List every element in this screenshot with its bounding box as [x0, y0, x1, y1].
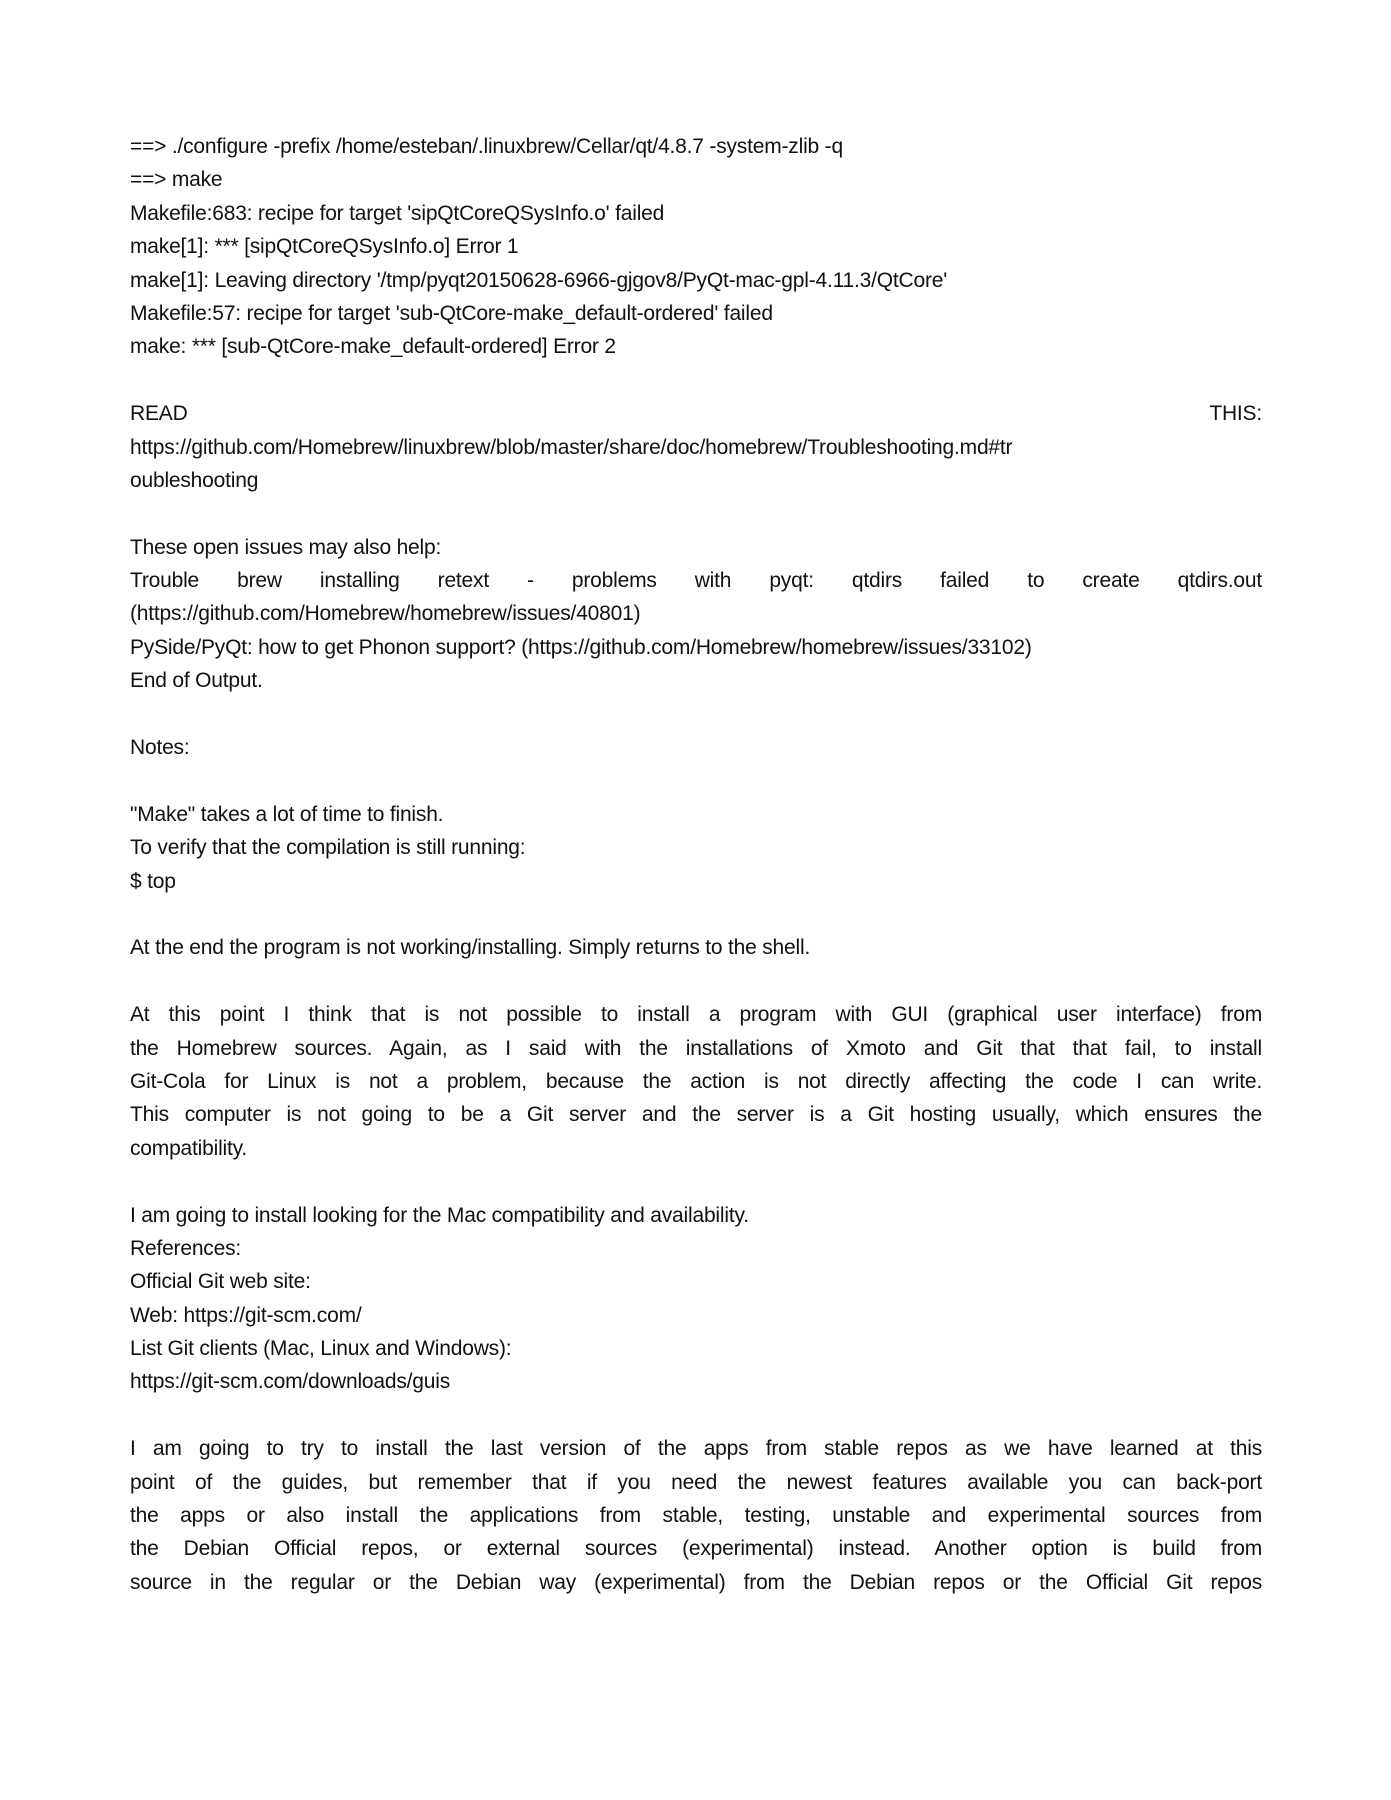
blank-line [130, 764, 1262, 797]
document-body [130, 130, 1262, 1599]
text-line: oubleshooting [130, 468, 259, 492]
text-line: make[1]: Leaving directory '/tmp/pyqt20150628-6966-gjgov8/PyQt-mac-gpl-4.11.3/QtCore' [130, 268, 948, 292]
text-line: List Git clients (Mac, Linux and Windows): [130, 1337, 512, 1361]
text-line: PySide/PyQt: how to get Phonon support? (https://github.com/Homebrew/homebrew/issues/33102) [130, 635, 1032, 659]
text-line: Notes: [130, 736, 190, 760]
text-line: At this point I think that is not possible to install a program with GUI (graphical user interface) from [130, 1003, 1262, 1027]
text-line: End of Output. [130, 669, 263, 693]
text-line: At the end the program is not working/installing. Simply returns to the shell. [130, 936, 811, 960]
text-line: I am going to try to install the last version of the apps from stable repos as we have learned at this [130, 1437, 1262, 1461]
text-line: "Make" takes a lot of time to finish. [130, 802, 444, 826]
text-line: compatibility. [130, 1136, 248, 1160]
text-line: ==> make [130, 168, 223, 192]
text-line: point of the guides, but remember that if you need the newest features available you can back-port [130, 1470, 1262, 1494]
blank-line [130, 364, 1262, 397]
text-line: These open issues may also help: [130, 535, 442, 559]
text-line: Makefile:683: recipe for target 'sipQtCoreQSysInfo.o' failed [130, 201, 665, 225]
text-line: the Homebrew sources. Again, as I said with the installations of Xmoto and Git that that fail, to install [130, 1036, 1262, 1060]
text-line: the apps or also install the applications from stable, testing, unstable and experimental sources from [130, 1504, 1262, 1528]
text-line: make: *** [sub-QtCore-make_default-ordered] Error 2 [130, 335, 616, 359]
blank-line [130, 1165, 1262, 1198]
blank-line [130, 1399, 1262, 1432]
text-line: References: [130, 1236, 242, 1260]
text-line: (https://github.com/Homebrew/homebrew/issues/40801) [130, 602, 641, 626]
text-line: READ THIS: [130, 402, 1262, 426]
text-line: I am going to install looking for the Mac compatibility and availability. [130, 1203, 749, 1227]
text-line: the Debian Official repos, or external sources (experimental) instead. Another option is build from [130, 1537, 1262, 1561]
blank-line [130, 965, 1262, 998]
blank-line [130, 898, 1262, 931]
text-line: https://git-scm.com/downloads/guis [130, 1370, 451, 1394]
text-line: https://github.com/Homebrew/linuxbrew/blob/master/share/doc/homebrew/Troubleshooting.md#tr [130, 435, 1013, 459]
blank-line [130, 698, 1262, 731]
blank-line [130, 497, 1262, 530]
text-line: source in the regular or the Debian way (experimental) from the Debian repos or the Official Git repos [130, 1570, 1262, 1594]
text-line: Web: https://git-scm.com/ [130, 1303, 362, 1327]
text-line: This computer is not going to be a Git server and the server is a Git hosting usually, which ensures the [130, 1103, 1262, 1127]
text-line: ==> ./configure -prefix /home/esteban/.linuxbrew/Cellar/qt/4.8.7 -system-zlib -q [130, 135, 843, 158]
text-line: $ top [130, 869, 176, 893]
text-line: Makefile:57: recipe for target 'sub-QtCore-make_default-ordered' failed [130, 301, 773, 325]
text-line: Git-Cola for Linux is not a problem, because the action is not directly affecting the code I can write. [130, 1069, 1262, 1093]
text-line: Official Git web site: [130, 1270, 311, 1294]
text-line: To verify that the compilation is still running: [130, 836, 526, 860]
text-line: make[1]: *** [sipQtCoreQSysInfo.o] Error 1 [130, 235, 519, 259]
text-line: Trouble brew installing retext - problems with pyqt: qtdirs failed to create qtdirs.out [130, 569, 1262, 593]
